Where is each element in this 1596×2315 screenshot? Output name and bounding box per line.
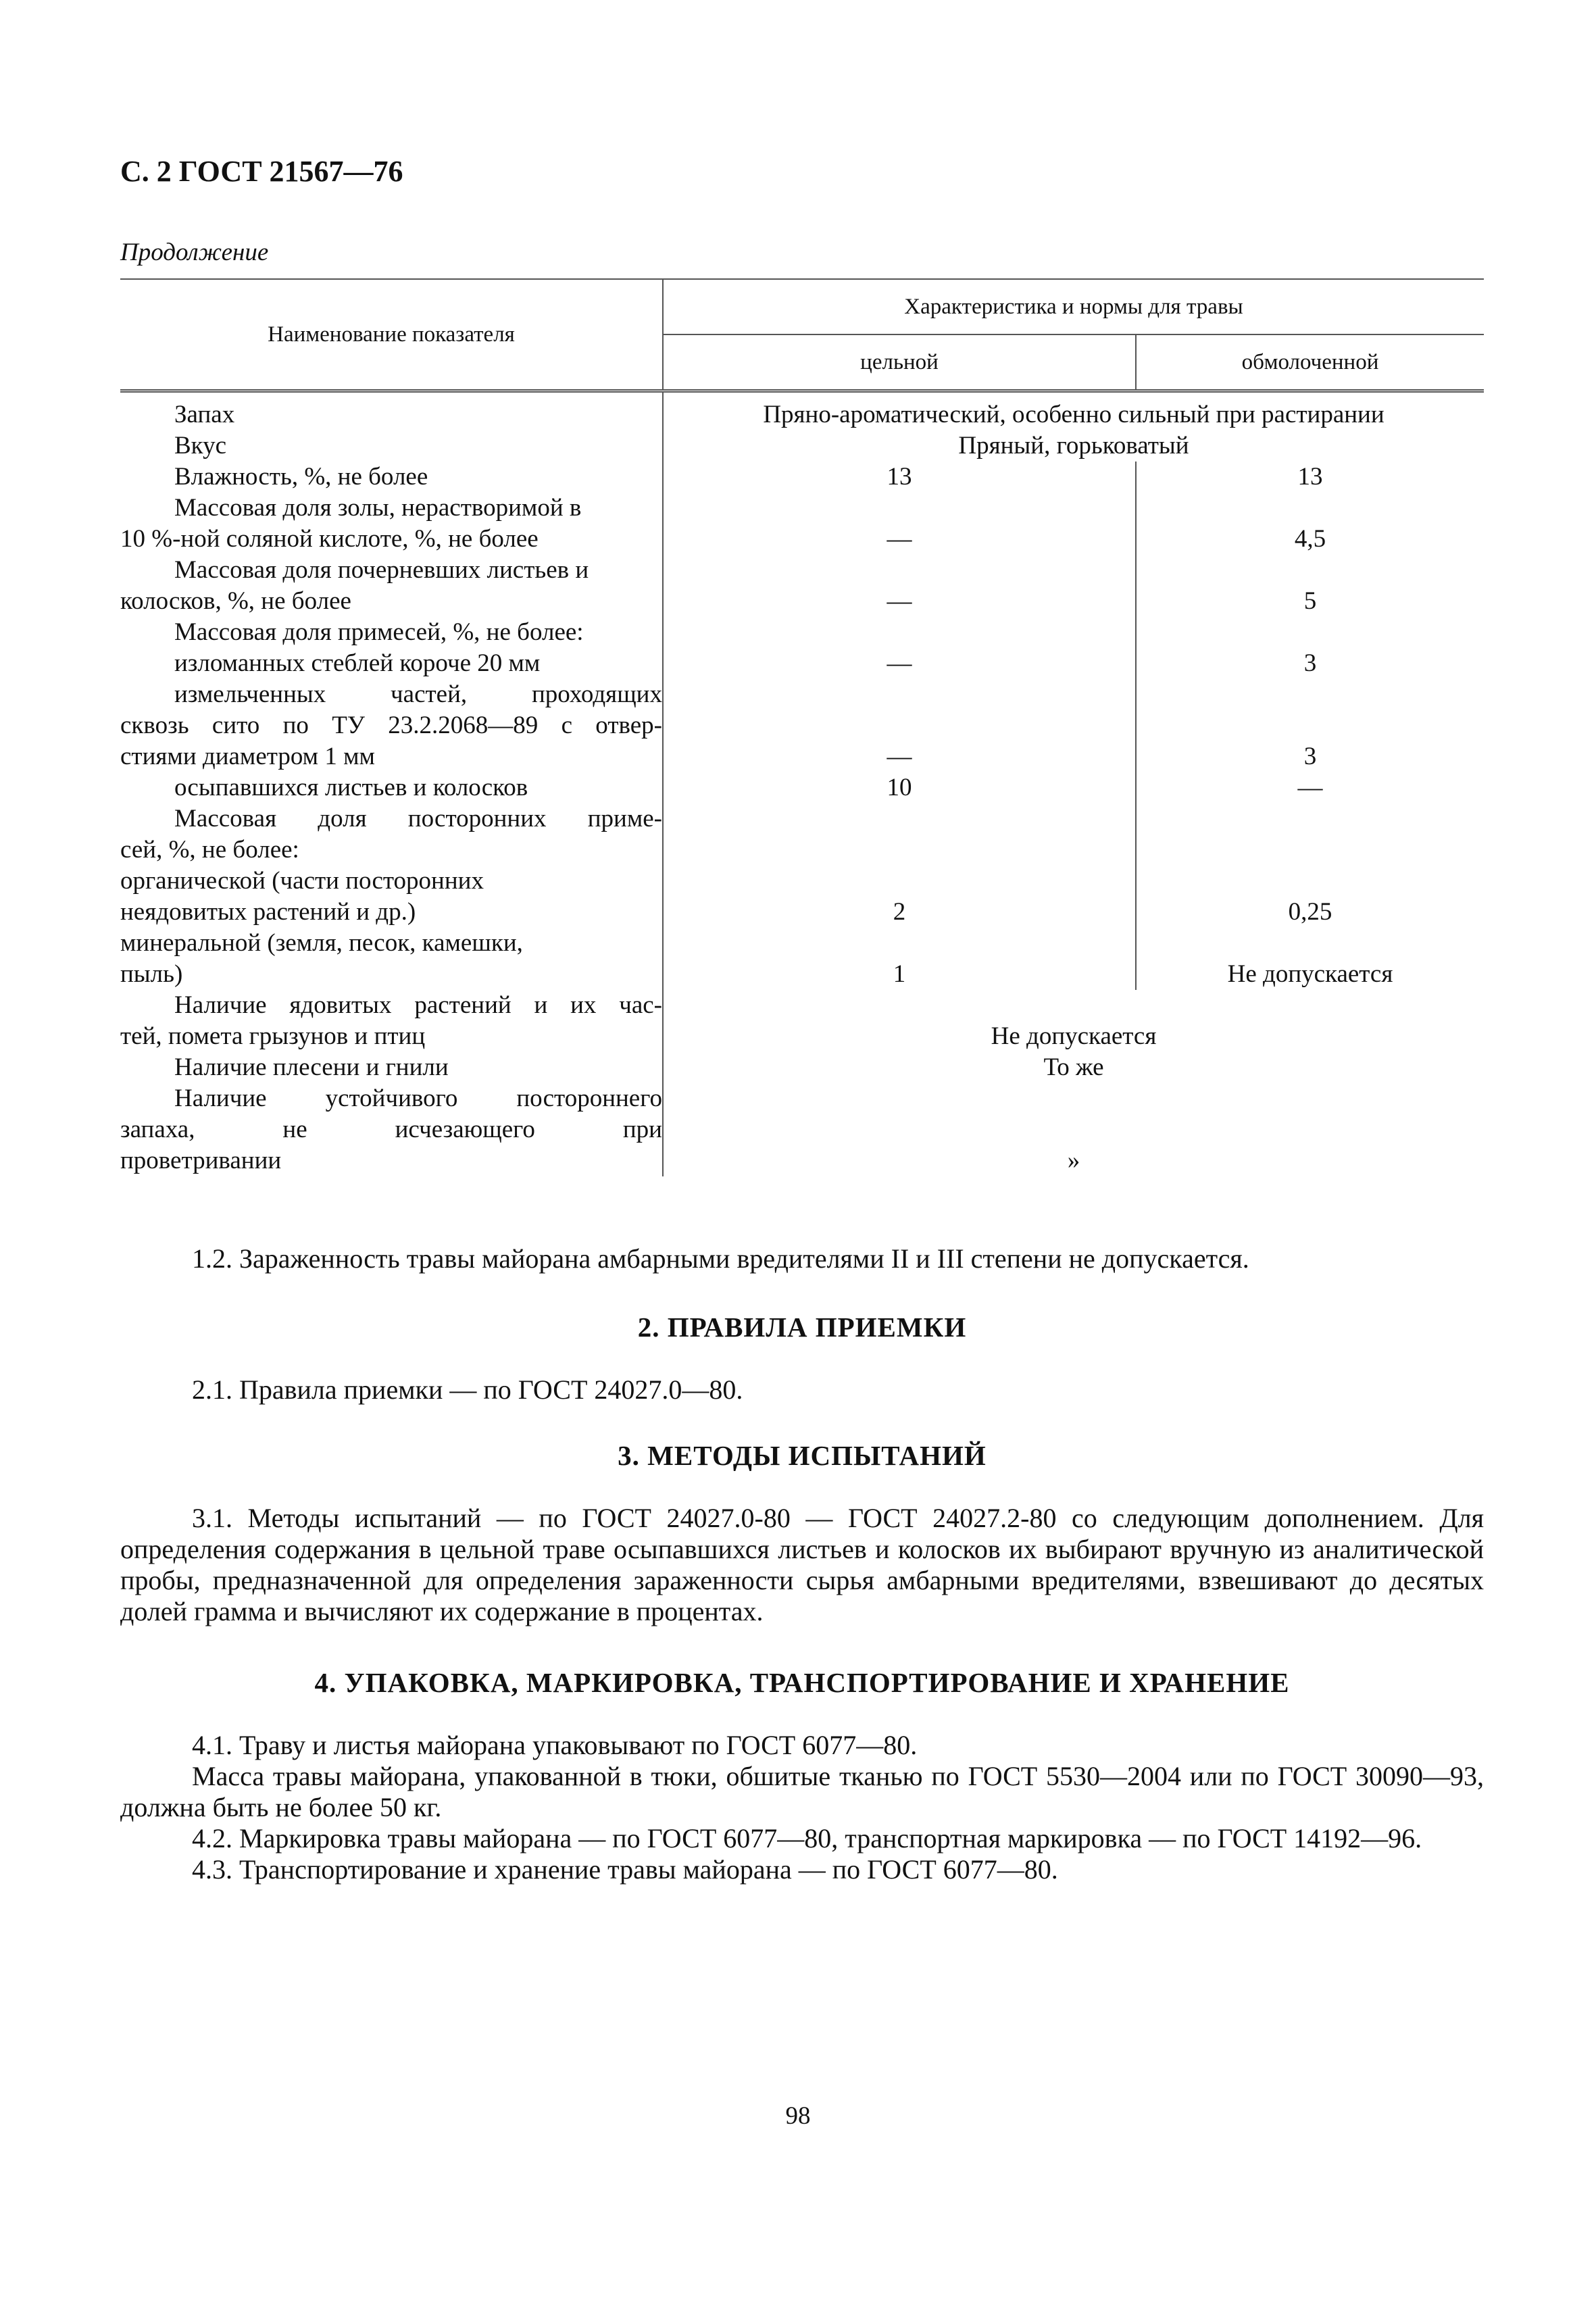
section-heading-2: 2. ПРАВИЛА ПРИЕМКИ <box>637 1312 967 1343</box>
row-name: Вкус <box>120 430 663 462</box>
table-row <box>120 462 1484 493</box>
table-row <box>120 679 1484 772</box>
row-value: То же <box>1043 1053 1104 1081</box>
table-row <box>120 555 1484 617</box>
column-header-name: Наименование показателя <box>120 279 663 391</box>
column-header-whole: цельной <box>663 334 1136 391</box>
column-header-threshed: обмолоченной <box>1136 334 1484 391</box>
value-whole: — <box>663 555 1136 617</box>
paragraph-text: 2.1. Правила приемки — по ГОСТ 24027.0—80. <box>192 1374 743 1405</box>
table-row <box>120 1083 1484 1176</box>
table-row <box>120 928 1484 990</box>
section-heading-3: 3. МЕТОДЫ ИСПЫТАНИЙ <box>618 1440 987 1471</box>
row-name <box>120 928 663 990</box>
section-heading-4: 4. УПАКОВКА, МАРКИРОВКА, ТРАНСПОРТИРОВАНИЕ И ХРАНЕНИЕ <box>314 1667 1290 1698</box>
value-threshed: Не допускается <box>1227 960 1393 988</box>
row-name-line: сей, %, не более: <box>120 836 299 864</box>
row-name-line: Массовая доля золы, нерастворимой в <box>174 494 582 522</box>
table-row <box>120 430 1484 462</box>
value-whole: 10 <box>663 772 1136 803</box>
table-row <box>120 493 1484 555</box>
paragraph-text: Масса травы майорана, упакованной в тюки, обшитые тканью по ГОСТ 5530—2004 или по ГОСТ 30090—93, должна быть не более 50 кг. <box>120 1761 1484 1822</box>
row-name <box>120 679 663 772</box>
paragraph-text: 4.2. Маркировка травы майорана — по ГОСТ 6077—80, транспортная маркировка — по ГОСТ 14192—96. <box>192 1823 1422 1853</box>
paragraph-text: 3.1. Методы испытаний — по ГОСТ 24027.0-80 — ГОСТ 24027.2-80 со следующим дополнением. Для определения содержания в цельной траве осыпавшихся листьев и колосков их выбирают вручную из аналитической пробы, предназначенной для определения зараженности сырья амбарными вредителями, взвешивают до десятых долей грамма и вычисляют их содержание в процентах. <box>120 1503 1484 1626</box>
row-name-line: пыль) <box>120 960 183 988</box>
row-name-line: тей, помета грызунов и птиц <box>120 1022 426 1050</box>
value-whole <box>663 617 1136 648</box>
row-name-line: минеральной (земля, песок, камешки, <box>120 929 523 957</box>
page-header: С. 2 ГОСТ 21567—76 <box>120 155 403 188</box>
value-whole: — <box>663 679 1136 772</box>
row-name-line: стиями диаметром 1 мм <box>120 743 375 770</box>
row-value: Пряно-ароматический, особенно сильный при растирании <box>763 401 1385 428</box>
table-row <box>120 990 1484 1052</box>
value-whole: 13 <box>663 462 1136 493</box>
value-whole: — <box>663 648 1136 679</box>
row-name-line: Наличие устойчивого постороннего <box>174 1085 662 1112</box>
value-threshed: 3 <box>1303 743 1317 770</box>
row-name: изломанных стеблей короче 20 мм <box>120 648 663 679</box>
table-row <box>120 1052 1484 1083</box>
row-name-line: Массовая доля почерневших листьев и <box>174 556 589 584</box>
value-threshed <box>1136 803 1484 866</box>
row-name: Влажность, %, не более <box>120 462 663 493</box>
table-row <box>120 866 1484 928</box>
row-name-line: Наличие ядовитых растений и их час- <box>174 991 662 1019</box>
row-name-line: органической (части посторонних <box>120 867 484 895</box>
row-name <box>120 990 663 1052</box>
row-name <box>120 555 663 617</box>
row-name: Массовая доля примесей, %, не более: <box>120 617 663 648</box>
row-name <box>120 866 663 928</box>
paragraph-text: 4.1. Траву и листья майорана упаковывают по ГОСТ 6077—80. <box>192 1730 918 1760</box>
paragraph-1-2 <box>120 1243 1484 1274</box>
row-name-line: сквозь сито по ТУ 23.2.2068—89 с отвер- <box>120 712 662 739</box>
paragraph-text: 1.2. Зараженность травы майорана амбарными вредителями II и III степени не допускается. <box>192 1243 1249 1274</box>
value-threshed: 4,5 <box>1294 525 1326 553</box>
row-name-line: колосков, %, не более <box>120 587 351 615</box>
table-row <box>120 617 1484 648</box>
row-name-line: запаха, не исчезающего при <box>120 1116 662 1143</box>
row-name-line: измельченных частей, проходящих <box>174 680 662 708</box>
column-header-group: Характеристика и нормы для травы <box>663 279 1484 334</box>
value-threshed: 3 <box>1303 649 1317 677</box>
value-whole <box>663 803 1136 866</box>
value-threshed: — <box>1297 774 1323 801</box>
continuation-label: Продолжение <box>120 239 269 266</box>
row-value: » <box>1067 1147 1080 1174</box>
row-name-line: Массовая доля посторонних приме- <box>174 805 662 832</box>
table-row <box>120 648 1484 679</box>
value-threshed: 0,25 <box>1288 898 1332 926</box>
section-4-paragraphs <box>120 1730 1484 1885</box>
row-name-line: проветривании <box>120 1147 282 1174</box>
row-name <box>120 803 663 866</box>
paragraph-text: 4.3. Транспортирование и хранение травы майорана — по ГОСТ 6077—80. <box>192 1854 1058 1885</box>
row-value: Не допускается <box>991 1022 1157 1050</box>
row-name: Наличие плесени и гнили <box>120 1052 663 1083</box>
row-value: Пряный, горьковатый <box>958 432 1189 459</box>
row-name: осыпавшихся листьев и колосков <box>120 772 663 803</box>
value-threshed: 5 <box>1303 587 1317 615</box>
table-row <box>120 803 1484 866</box>
paragraph-3-1 <box>120 1503 1484 1627</box>
table-row <box>120 772 1484 803</box>
value-whole: — <box>663 493 1136 555</box>
row-name: Запах <box>120 391 663 431</box>
row-name <box>120 1083 663 1176</box>
row-name-line: неядовитых растений и др.) <box>120 898 416 926</box>
specification-table <box>120 278 1484 1176</box>
row-name-line: 10 %-ной соляной кислоте, %, не более <box>120 525 539 553</box>
page-number: 98 <box>785 2102 811 2130</box>
table-row <box>120 391 1484 431</box>
value-threshed: 13 <box>1297 463 1323 491</box>
paragraph-2-1 <box>120 1374 1484 1405</box>
row-name <box>120 493 663 555</box>
value-whole: 1 <box>663 928 1136 990</box>
value-whole: 2 <box>663 866 1136 928</box>
value-threshed <box>1136 617 1484 648</box>
